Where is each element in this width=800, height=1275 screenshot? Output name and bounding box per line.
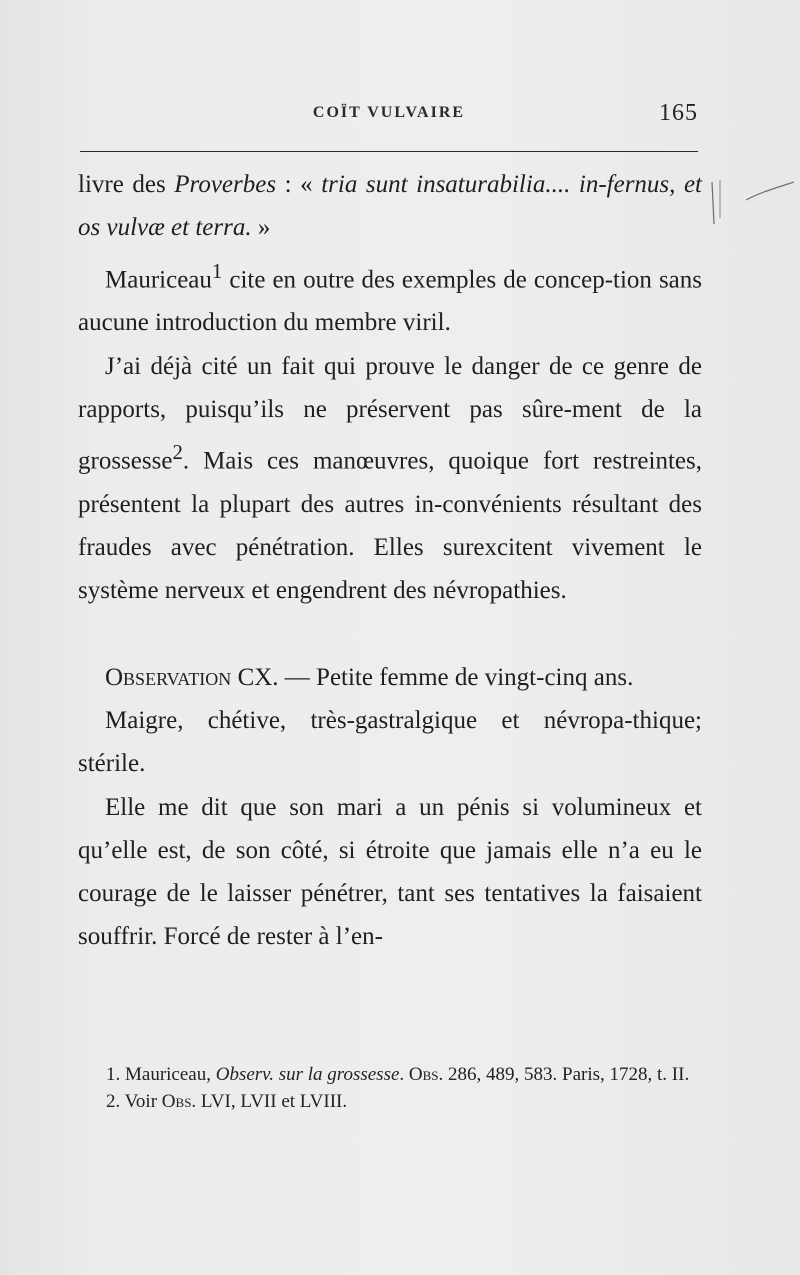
- footnote-1-number: 1.: [106, 1064, 121, 1085]
- paragraph-6: [78, 786, 702, 959]
- footnote-2-obs: Obs.: [161, 1091, 197, 1112]
- running-title: COÏT VULVAIRE: [312, 104, 466, 121]
- p6-text: Elle me dit que son mari a un pénis si volumineux et qu’elle est, de son côté, si étroite que jamais elle n’a eu le courage de le laisser pénétrer, tant ses tentatives la faisaient souffrir. Forcé de rester à l’en-: [78, 793, 702, 951]
- p2-text: Mauriceau: [105, 265, 212, 293]
- footnote-1: [80, 1063, 702, 1086]
- footnote-2-text: Voir: [120, 1091, 162, 1112]
- footnote-1-title: Observ. sur la grossesse: [215, 1064, 400, 1085]
- observation-heading: [78, 656, 702, 699]
- p2-text-rest: cite en outre des exemples de concep-tion sans aucune introduction du membre viril.: [78, 265, 702, 337]
- p1-quote-open: : «: [276, 171, 322, 198]
- p3-text: J’ai déjà cité un fait qui prouve le danger de ce genre de rapports, puisqu’ils ne préservent pas sûre-ment de la grossesse: [78, 352, 702, 475]
- p1-quote-close: »: [251, 214, 271, 242]
- footnote-2: [80, 1090, 702, 1113]
- latin-quotation: tria sunt insaturabilia.... in-fernus, et os vulvæ et terra.: [78, 171, 703, 242]
- paragraph-2: [78, 250, 702, 345]
- running-head: [80, 100, 698, 134]
- section-gap: [78, 613, 702, 656]
- footnote-2-number: 2.: [106, 1091, 121, 1112]
- footnote-ref-2: 2: [172, 440, 183, 465]
- footnote-ref-1: 1: [211, 258, 223, 283]
- p3-text-rest: . Mais ces manœuvres, quoique fort restreintes, présentent la plupart des autres in-convénients résultant des fraudes avec pénétration. Elles surexcitent vivement le système nerveux et engendrent des névropathies.: [78, 447, 702, 605]
- header-rule: [80, 151, 698, 152]
- page-number: 165: [659, 100, 698, 126]
- margin-pencil-mark: [706, 178, 796, 234]
- proverbes-title: Proverbes: [174, 171, 277, 198]
- paragraph-5: [78, 699, 702, 786]
- footnotes: [80, 1063, 702, 1117]
- footnote-1-obs: . Obs.: [399, 1064, 444, 1085]
- paragraph-1: [78, 163, 702, 250]
- p5-text: Maigre, chétive, très-gastralgique et névropa-thique; stérile.: [78, 706, 702, 778]
- observation-label: Observation: [105, 663, 232, 691]
- footnote-1-rest: 286, 489, 583. Paris, 1728, t. II.: [443, 1064, 690, 1085]
- footnote-1-author: Mauriceau,: [120, 1064, 216, 1085]
- p1-text: livre des: [78, 171, 175, 198]
- paragraph-3: [78, 345, 702, 613]
- observation-text: CX. — Petite femme de vingt-cinq ans.: [231, 663, 634, 691]
- footnote-2-rest: LVI, LVII et LVIII.: [196, 1091, 348, 1112]
- body-text: [78, 163, 702, 959]
